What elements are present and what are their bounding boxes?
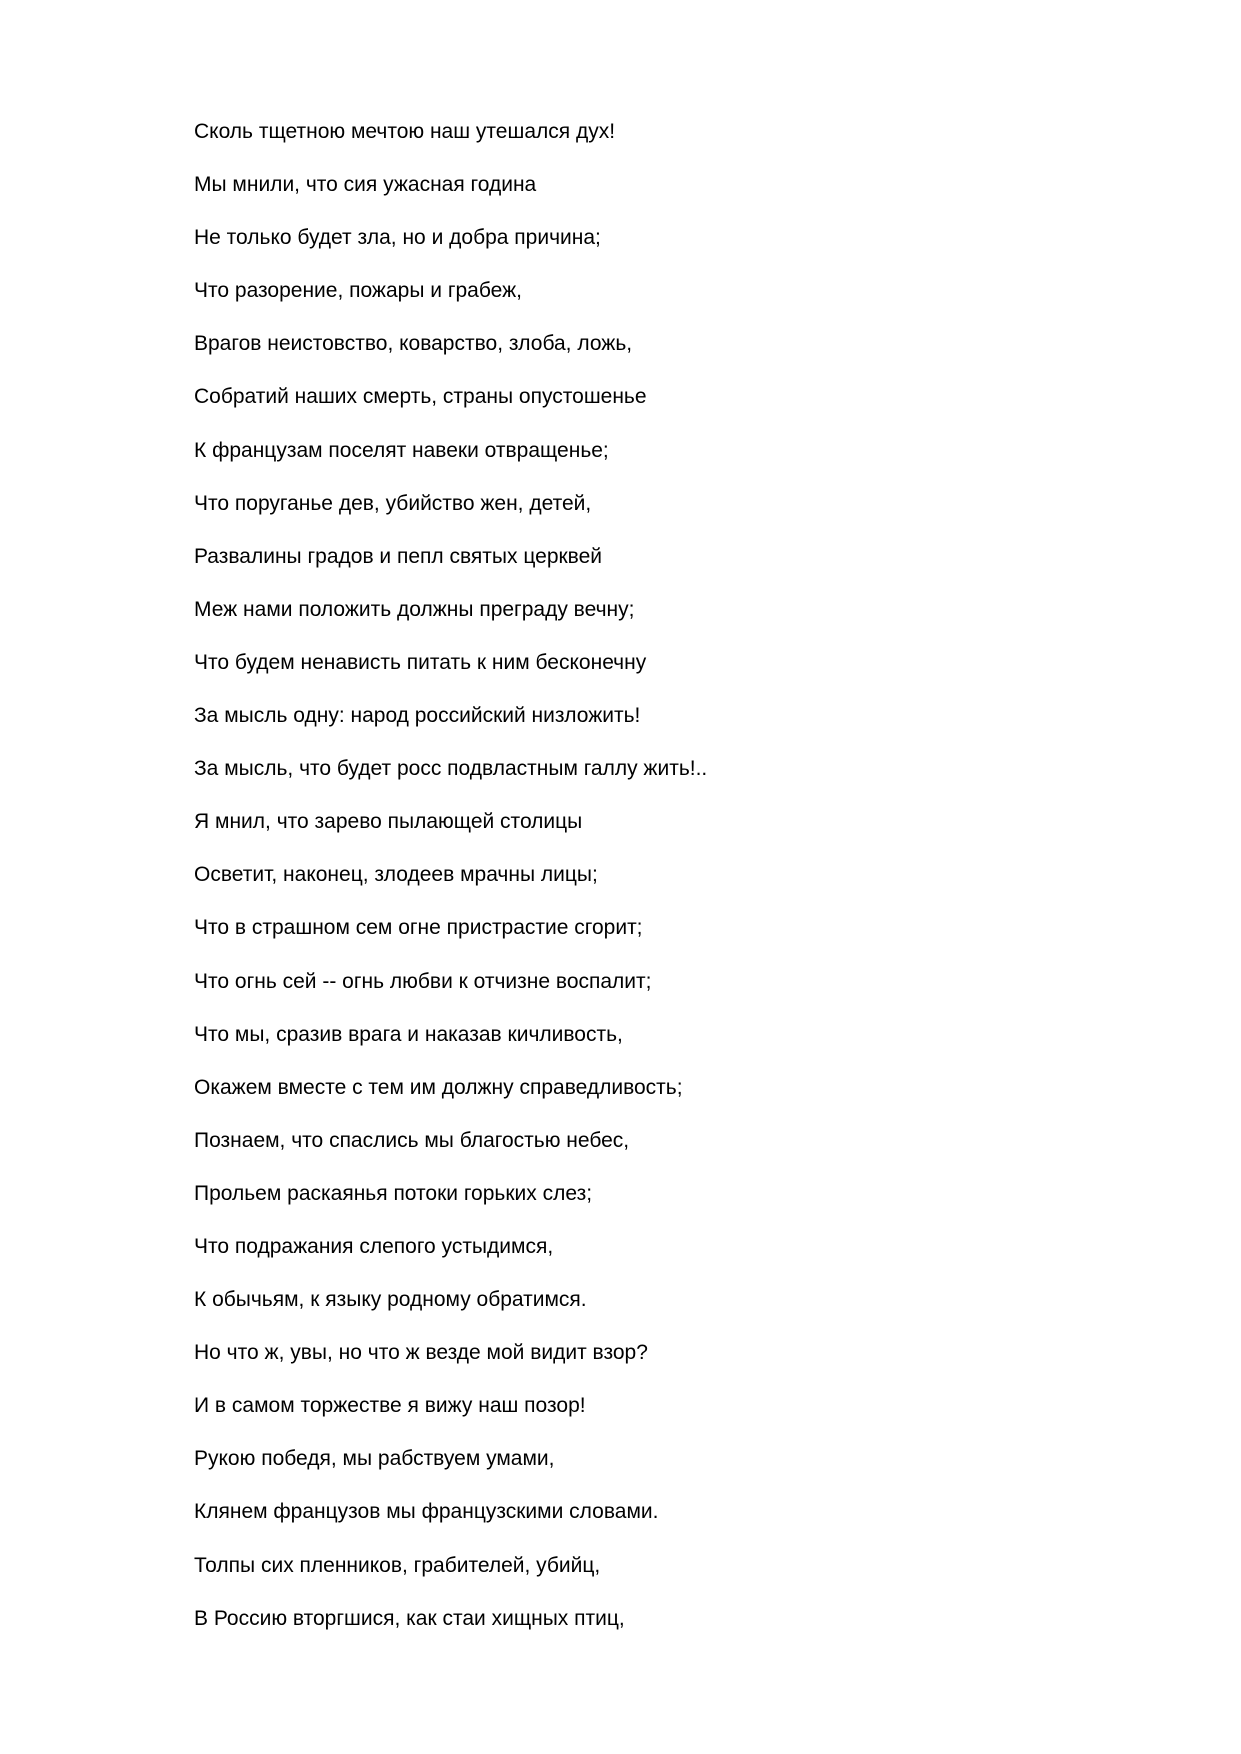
poem-line: Рукою победя, мы рабствуем умами, — [194, 1447, 555, 1471]
poem-line: Что разорение, пожары и грабеж, — [194, 279, 522, 303]
poem-line: Что в страшном сем огне пристрастие сгорит; — [194, 916, 643, 940]
poem-line: Прольем раскаянья потоки горьких слез; — [194, 1181, 593, 1205]
poem-line: Меж нами положить должны преграду вечну; — [194, 597, 635, 621]
poem-text — [194, 118, 707, 1658]
poem-line: В Россию вторгшися, как стаи хищных птиц, — [194, 1606, 625, 1630]
poem-line: Не только будет зла, но и добра причина; — [194, 226, 601, 250]
poem-line: Осветит, наконец, злодеев мрачны лицы; — [194, 863, 598, 887]
poem-line: За мысль одну: народ российский низложить! — [194, 704, 641, 728]
poem-line: Познаем, что спаслись мы благостью небес, — [194, 1128, 630, 1152]
poem-line: Что подражания слепого устыдимся, — [194, 1234, 554, 1258]
poem-line: И в самом торжестве я вижу наш позор! — [194, 1394, 586, 1418]
poem-line: За мысль, что будет росс подвластным галлу жить!.. — [194, 757, 708, 781]
poem-line: Что будем ненависть питать к ним бесконечну — [194, 650, 647, 674]
poem-line: Собратий наших смерть, страны опустошенье — [194, 385, 647, 409]
poem-line: Мы мнили, что сия ужасная година — [194, 173, 537, 197]
poem-line: Что поруганье дев, убийство жен, детей, — [194, 491, 592, 515]
poem-line: Окажем вместе с тем им должну справедливость; — [194, 1075, 683, 1099]
poem-line: Клянем французов мы французскими словами. — [194, 1500, 659, 1524]
poem-line: Толпы сих пленников, грабителей, убийц, — [194, 1553, 601, 1577]
poem-line: Развалины градов и пепл святых церквей — [194, 544, 603, 568]
poem-line: Сколь тщетною мечтою наш утешался дух! — [194, 120, 616, 143]
poem-line: Но что ж, увы, но что ж везде мой видит взор? — [194, 1341, 648, 1365]
poem-line: Что огнь сей -- огнь любви к отчизне воспалит; — [194, 969, 652, 993]
poem-line: Что мы, сразив врага и наказав кичливость, — [194, 1022, 623, 1046]
poem-line: Я мнил, что зарево пылающей столицы — [194, 810, 583, 834]
poem-line: К французам поселят навеки отвращенье; — [194, 438, 609, 462]
poem-line: Врагов неистовство, коварство, злоба, ложь, — [194, 332, 633, 356]
poem-line: К обычьям, к языку родному обратимся. — [194, 1288, 587, 1312]
